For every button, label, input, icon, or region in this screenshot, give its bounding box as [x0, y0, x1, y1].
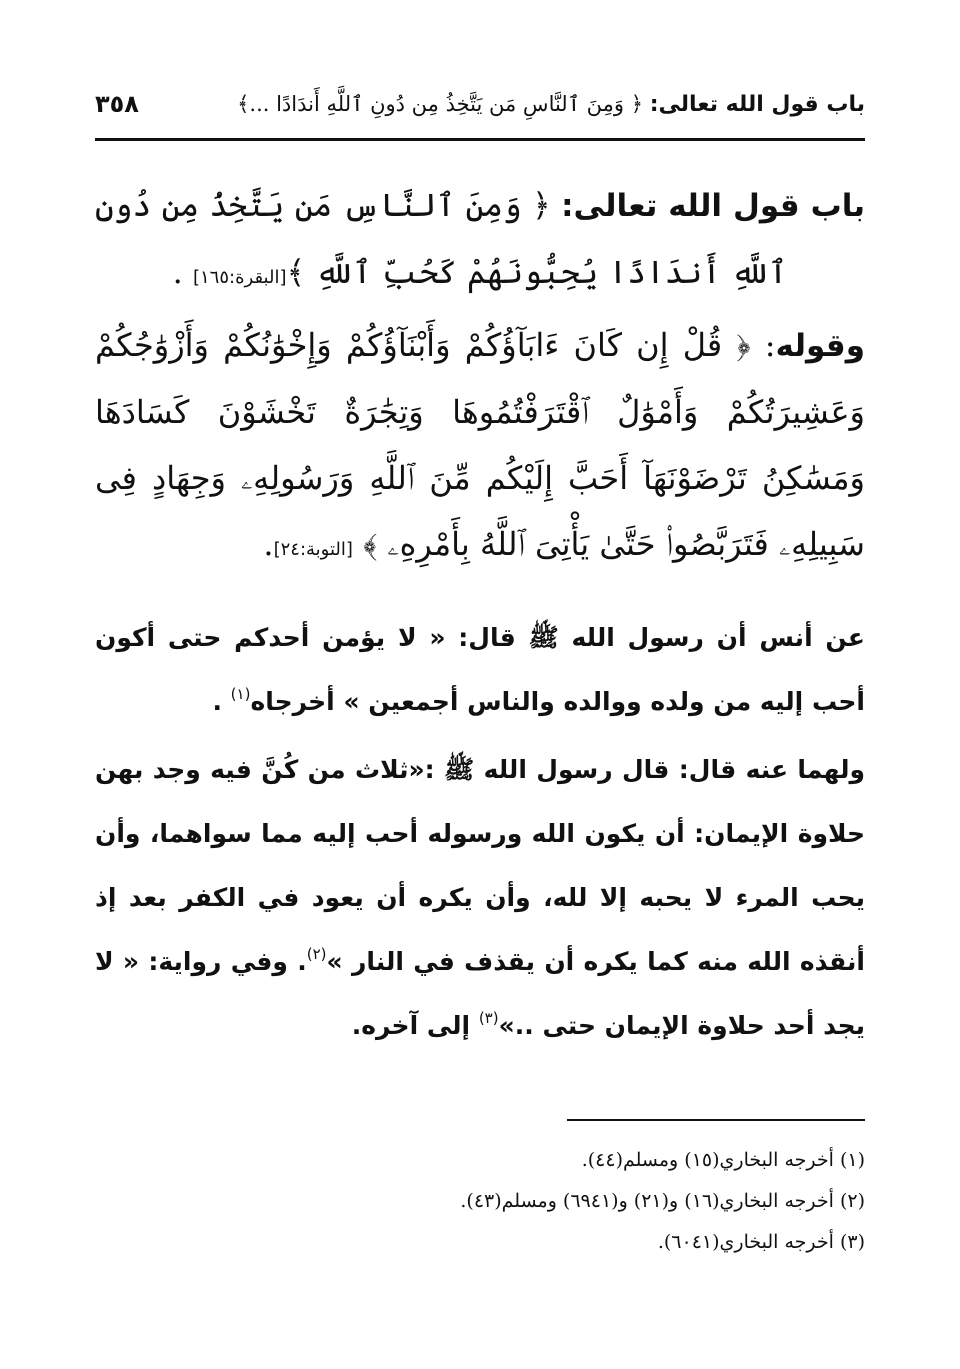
hadith-1-end: .	[212, 687, 231, 716]
footnotes	[95, 1140, 865, 1263]
header-rule	[95, 138, 865, 141]
footnote-3: (٣) أخرجه البخاري(٦٠٤١).	[657, 1231, 865, 1253]
hadith-2-part-2: . وفي رواية: « لا يجد أحد حلاوة الإيمان حتى ..»	[95, 947, 865, 1040]
hadith-paragraph-1	[95, 606, 865, 734]
hadith-1-text: عن أنس أن رسول الله ﷺ قال: « لا يؤمن أحدكم حتى أكون أحب إليه من ولده ووالده والناس أجمعين » أخرجاه	[95, 623, 865, 716]
hadith-paragraph-2	[95, 738, 865, 1058]
verse-end: .	[263, 525, 274, 563]
footnote-2: (٢) أخرجه البخاري(١٦) و(٢١) و(٦٩٤١) ومسلم(٤٣).	[460, 1190, 865, 1212]
chapter-verse: ﴿ وَمِنَ ٱلنَّاسِ مَن يَتَّخِذُ مِن دُونِ ٱللَّهِ أَندَادًا يُحِبُّونَهُمْ كَحُبِّ ٱللَّهِ ﴾	[95, 186, 788, 291]
chapter-heading	[95, 172, 865, 311]
footnote-marker-2[interactable]: (٢)	[306, 945, 327, 963]
chapter-end: .	[172, 253, 193, 291]
running-title-quote: ﴿ وَمِنَ ٱلنَّاسِ مَن يَتَّخِذُ مِن دُونِ ٱللَّهِ أَندَادًا ...﴾	[237, 92, 650, 116]
running-title	[237, 92, 865, 117]
footnote-marker-1[interactable]: (١)	[230, 685, 251, 703]
footnote-1: (١) أخرجه البخاري(١٥) ومسلم(٤٤).	[581, 1149, 865, 1171]
chapter-lead: باب قول الله تعالى:	[561, 188, 866, 224]
running-title-lead: باب قول الله تعالى:	[649, 92, 865, 117]
verse-reference: [التوبة:٢٤]	[273, 539, 353, 560]
chapter-reference: [البقرة:١٦٥]	[192, 267, 287, 288]
verse-text: : ﴿ قُلْ إِن كَانَ ءَابَآؤُكُمْ وَأَبْنَآؤُكُمْ وَإِخْوَٰنُكُمْ وَأَزْوَٰجُكُمْ وَعَشِيرَتُكُمْ وَأَمْوَٰلٌ ٱقْتَرَفْتُمُوهَا وَتِجَٰرَةٌ تَخْشَوْنَ كَسَادَهَا وَمَسَٰكِنُ تَرْضَوْنَهَآ أَحَبَّ إِلَيْكُم مِّنَ ٱللَّهِ وَرَسُولِهِۦ وَجِهَادٍ فِى سَبِيلِهِۦ فَتَرَبَّصُوا۟ حَتَّىٰ يَأْتِىَ ٱللَّهُ بِأَمْرِهِۦ ﴾	[95, 326, 865, 563]
hadith-2-part-3: إلى آخره.	[351, 1011, 479, 1040]
footnotes-rule	[567, 1119, 865, 1121]
footnote-marker-3[interactable]: (٣)	[478, 1009, 499, 1027]
page-number: ٣٥٨	[95, 90, 139, 118]
running-header	[95, 86, 865, 130]
verse-lead: وقوله	[775, 328, 865, 364]
verse-block	[95, 312, 865, 583]
hadith-2-part-1: ولهما عنه قال: قال رسول الله ﷺ :«ثلاث من كُنَّ فيه وجد بهن حلاوة الإيمان: أن يكون الله ورسوله أحب إليه مما سواهما، وأن يحب المرء لا يحبه إلا لله، وأن يكره أن يعود في الكفر بعد إذ أنقذه الله منه كما يكره أن يقذف في النار »	[95, 755, 866, 976]
